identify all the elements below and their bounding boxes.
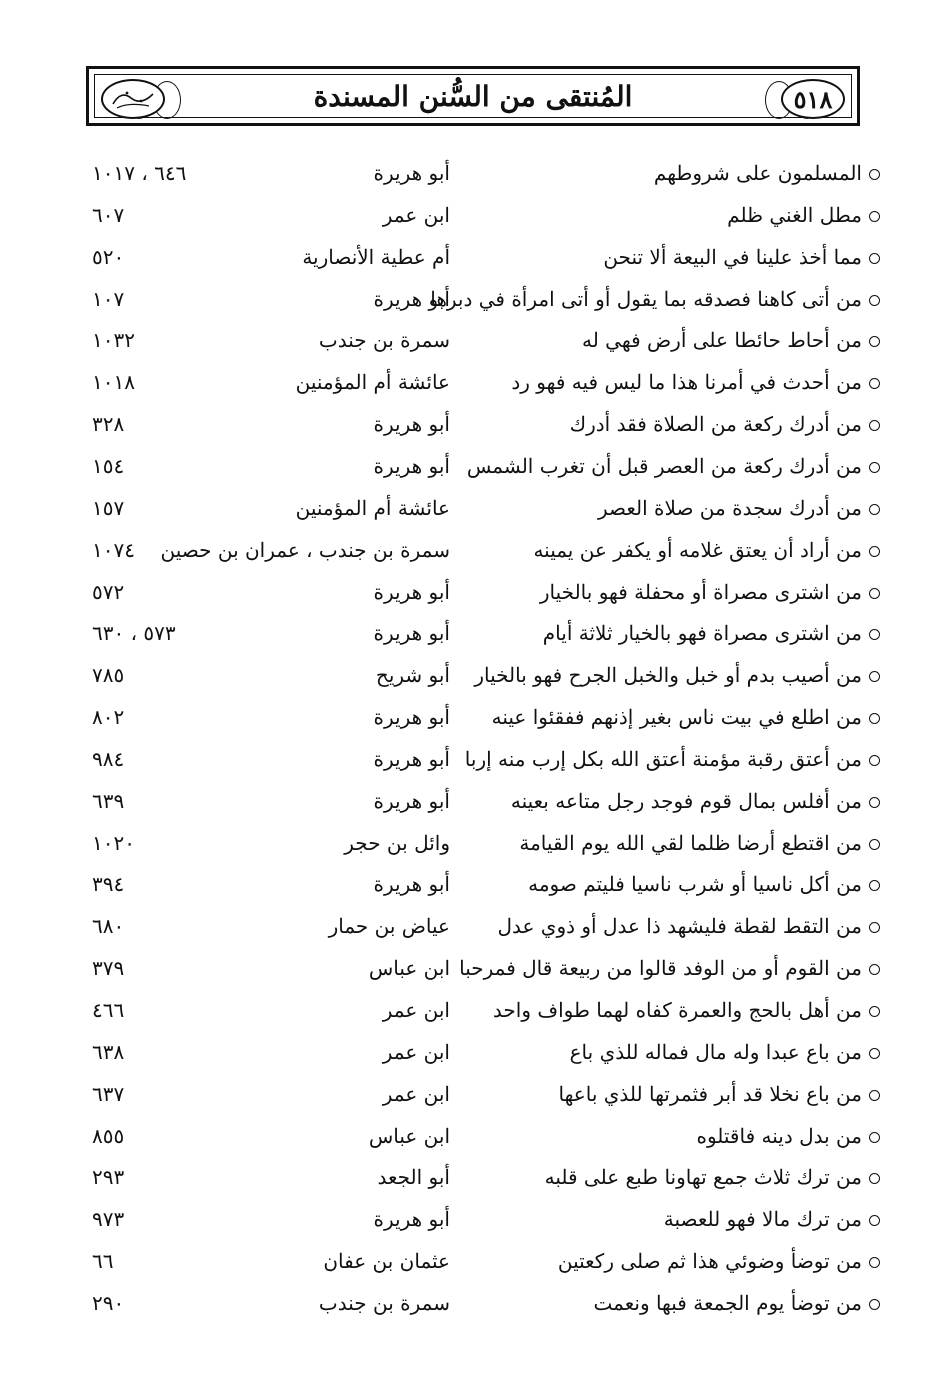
hadith-phrase: من اطلع في بيت ناس بغير إذنهم ففقئوا عينه bbox=[491, 705, 862, 730]
index-entry bbox=[0, 738, 948, 780]
hadith-phrase: من اشترى مصراة أو محفلة فهو بالخيار bbox=[539, 579, 862, 604]
hadith-text bbox=[598, 487, 880, 529]
hadith-text bbox=[545, 1156, 880, 1198]
page-references: ١٥٤ bbox=[92, 453, 125, 478]
narrator-name: عائشة أم المؤمنين bbox=[295, 370, 450, 395]
index-entry bbox=[0, 654, 948, 696]
hadith-phrase: من القوم أو من الوفد قالوا من ربيعة قال فمرحبا bbox=[459, 956, 862, 981]
bullet-icon bbox=[869, 295, 880, 306]
hadith-phrase: المسلمون على شروطهم bbox=[653, 161, 862, 185]
hadith-text bbox=[558, 1240, 880, 1282]
index-entry bbox=[0, 1156, 948, 1198]
narrator-name: أبو الجعد bbox=[377, 1165, 450, 1190]
bullet-icon bbox=[869, 253, 880, 264]
bullet-icon bbox=[869, 880, 880, 891]
page-references: ٣٩٤ bbox=[92, 872, 125, 897]
bullet-icon bbox=[869, 922, 880, 933]
narrator-name: ابن عمر bbox=[382, 1039, 450, 1064]
page-references: ٦٣٩ bbox=[92, 788, 125, 813]
hadith-text bbox=[540, 571, 880, 613]
narrator-name: ابن عباس bbox=[368, 1123, 450, 1148]
narrator-name: أبو هريرة bbox=[373, 453, 450, 478]
narrator-name: سمرة بن جندب ، عمران بن حصين bbox=[160, 537, 450, 562]
hadith-phrase: من أحدث في أمرنا هذا ما ليس فيه فهو رد bbox=[511, 370, 862, 395]
index-entry bbox=[0, 236, 948, 278]
page-references: ٦٨٠ bbox=[92, 914, 125, 939]
narrator-name: ابن عمر bbox=[382, 998, 450, 1022]
hadith-text bbox=[465, 738, 880, 780]
hadith-text bbox=[511, 780, 880, 822]
bullet-icon bbox=[869, 755, 880, 766]
index-entry bbox=[0, 319, 948, 361]
index-entry bbox=[0, 612, 948, 654]
index-entry bbox=[0, 863, 948, 905]
hadith-phrase: من أتى كاهنا فصدقه بما يقول أو أتى امرأة في دبرها bbox=[430, 286, 862, 311]
hadith-phrase: من أكل ناسيا أو شرب ناسيا فليتم صومه bbox=[528, 872, 862, 897]
hadith-phrase: من أعتق رقبة مؤمنة أعتق الله بكل إرب منه إربا bbox=[464, 746, 862, 771]
index-entry bbox=[0, 445, 948, 487]
hadith-text bbox=[570, 403, 880, 445]
index-entry bbox=[0, 1198, 948, 1240]
hadith-phrase: من أفلس بمال قوم فوجد رجل متاعه بعينه bbox=[510, 788, 862, 813]
hadith-phrase: من التقط لقطة فليشهد ذا عدل أو ذوي عدل bbox=[497, 914, 862, 939]
page-references: ١٥٧ bbox=[92, 495, 125, 520]
bullet-icon bbox=[869, 797, 880, 808]
narrator-name: ابن عباس bbox=[368, 956, 450, 981]
page-references: ٦٠٧ bbox=[92, 202, 125, 227]
bullet-icon bbox=[869, 420, 880, 431]
hadith-text bbox=[727, 194, 880, 236]
bullet-icon bbox=[869, 1257, 880, 1268]
index-entry bbox=[0, 152, 948, 194]
narrator-name: أم عطية الأنصارية bbox=[302, 244, 450, 269]
hadith-text bbox=[528, 863, 880, 905]
index-entry bbox=[0, 571, 948, 613]
hadith-text bbox=[519, 822, 880, 864]
index-entry bbox=[0, 278, 948, 320]
bullet-icon bbox=[869, 211, 880, 222]
page-references: ٦٦ bbox=[92, 1249, 114, 1274]
narrator-name: أبو هريرة bbox=[373, 788, 450, 813]
hadith-text bbox=[570, 1031, 880, 1073]
hadith-phrase: من ترك مالا فهو للعصبة bbox=[663, 1207, 862, 1232]
index-entry bbox=[0, 529, 948, 571]
index-entry bbox=[0, 1115, 948, 1157]
bullet-icon bbox=[869, 336, 880, 347]
hadith-phrase: من أراد أن يعتق غلامه أو يكفر عن يمينه bbox=[533, 537, 862, 562]
narrator-name: أبو هريرة bbox=[373, 412, 450, 437]
hadith-phrase: من اقتطع أرضا ظلما لقي الله يوم القيامة bbox=[519, 830, 862, 855]
hadith-phrase: من بدل دينه فاقتلوه bbox=[696, 1123, 862, 1148]
page-references: ٦٣٧ bbox=[92, 1081, 125, 1106]
page-number: ٥١٨ bbox=[793, 84, 833, 114]
page-references: ٤٦٦ bbox=[92, 998, 125, 1022]
page-references: ٨٥٥ bbox=[92, 1123, 125, 1148]
hadith-phrase: من أهل بالحج والعمرة كفاه لهما طواف واحد bbox=[492, 998, 862, 1022]
page-number-medallion bbox=[781, 79, 845, 119]
hadith-text bbox=[594, 1282, 880, 1324]
bullet-icon bbox=[869, 1299, 880, 1310]
narrator-name: سمرة بن جندب bbox=[318, 328, 450, 353]
bullet-icon bbox=[869, 629, 880, 640]
index-entry bbox=[0, 1073, 948, 1115]
hadith-text bbox=[430, 278, 880, 320]
narrator-name: وائل بن حجر bbox=[344, 830, 450, 855]
page-references: ١٠٣٢ bbox=[92, 328, 135, 353]
page-references: ١٠٧٤ bbox=[92, 537, 135, 562]
hadith-text bbox=[511, 361, 880, 403]
index-entry bbox=[0, 361, 948, 403]
hadith-phrase: من ترك ثلاث جمع تهاونا طبع على قلبه bbox=[544, 1165, 862, 1190]
page-references: ٨٠٢ bbox=[92, 705, 125, 730]
narrator-name: أبو هريرة bbox=[373, 705, 450, 730]
narrator-name: سمرة بن جندب bbox=[318, 1290, 450, 1315]
narrator-name: أبو هريرة bbox=[373, 621, 450, 646]
page-references: ٦٤٦ ، ١٠١٧ bbox=[92, 161, 187, 185]
hadith-text bbox=[582, 319, 880, 361]
index-entry bbox=[0, 696, 948, 738]
hadith-phrase: من أدرك ركعة من الصلاة فقد أدرك bbox=[569, 412, 862, 437]
index-entry bbox=[0, 194, 948, 236]
index-entry bbox=[0, 403, 948, 445]
hadith-text bbox=[543, 612, 880, 654]
hadith-text bbox=[696, 1115, 880, 1157]
hadith-phrase: من توضأ يوم الجمعة فبها ونعمت bbox=[593, 1290, 862, 1315]
bullet-icon bbox=[869, 671, 880, 682]
bullet-icon bbox=[869, 378, 880, 389]
bullet-icon bbox=[869, 1090, 880, 1101]
page-references: ١٠١٨ bbox=[92, 370, 135, 395]
bullet-icon bbox=[869, 1132, 880, 1143]
hadith-text bbox=[459, 947, 880, 989]
page-references: ٦٣٨ bbox=[92, 1039, 125, 1064]
hadith-phrase: من اشترى مصراة فهو بالخيار ثلاثة أيام bbox=[542, 621, 862, 646]
bullet-icon bbox=[869, 839, 880, 850]
page-references: ٩٨٤ bbox=[92, 746, 125, 771]
bullet-icon bbox=[869, 462, 880, 473]
index-entry bbox=[0, 1240, 948, 1282]
narrator-name: عياض بن حمار bbox=[328, 914, 450, 939]
page-references: ٥٢٠ bbox=[92, 244, 125, 269]
page-references: ١٠٢٠ bbox=[92, 830, 135, 855]
hadith-phrase: من باع عبدا وله مال فماله للذي باع bbox=[569, 1039, 862, 1064]
narrator-name: أبو هريرة bbox=[373, 872, 450, 897]
running-title: المُنتقى من السُّنن المسندة bbox=[313, 80, 633, 113]
narrator-name: أبو هريرة bbox=[373, 286, 450, 311]
index-entry bbox=[0, 1031, 948, 1073]
narrator-name: عثمان بن عفان bbox=[323, 1249, 450, 1274]
index-entry bbox=[0, 989, 948, 1031]
hadith-text bbox=[558, 1073, 880, 1115]
page-header bbox=[86, 66, 860, 126]
hadith-phrase: من أدرك سجدة من صلاة العصر bbox=[598, 495, 862, 520]
index-entry bbox=[0, 905, 948, 947]
page-references: ٩٧٣ bbox=[92, 1207, 125, 1232]
hadith-text bbox=[493, 989, 880, 1031]
hadith-text bbox=[533, 529, 880, 571]
page-references: ٧٨٥ bbox=[92, 663, 125, 688]
header-frame bbox=[94, 74, 852, 118]
hadith-text bbox=[492, 696, 880, 738]
index-entry bbox=[0, 780, 948, 822]
index-entry bbox=[0, 947, 948, 989]
bullet-icon bbox=[869, 1173, 880, 1184]
page-references: ٣٧٩ bbox=[92, 956, 125, 981]
hadith-phrase: من توضأ وضوئي هذا ثم صلى ركعتين bbox=[557, 1249, 862, 1274]
hadith-text bbox=[467, 445, 880, 487]
bullet-icon bbox=[869, 546, 880, 557]
bullet-icon bbox=[869, 169, 880, 180]
narrator-name: أبو شريح bbox=[375, 663, 450, 688]
index-entry bbox=[0, 487, 948, 529]
page-references: ٥٧٣ ، ٦٣٠ bbox=[92, 621, 176, 646]
page-references: ٢٩٠ bbox=[92, 1290, 125, 1315]
narrator-name: أبو هريرة bbox=[373, 746, 450, 771]
hadith-phrase: من باع نخلا قد أبر فثمرتها للذي باعها bbox=[558, 1081, 862, 1106]
hadith-text bbox=[474, 654, 880, 696]
narrator-name: ابن عمر bbox=[382, 1081, 450, 1106]
hadith-text bbox=[603, 236, 880, 278]
page-references: ١٠٧ bbox=[92, 286, 125, 311]
page-references: ٥٧٢ bbox=[92, 579, 125, 604]
hadith-phrase: من أصيب بدم أو خبل والخبل الجرح فهو بالخيار bbox=[474, 663, 862, 688]
bullet-icon bbox=[869, 1048, 880, 1059]
index-entry bbox=[0, 1282, 948, 1324]
page-references: ٢٩٣ bbox=[92, 1165, 125, 1190]
hadith-text bbox=[664, 1198, 880, 1240]
bullet-icon bbox=[869, 964, 880, 975]
hadith-text bbox=[654, 152, 880, 194]
narrator-name: أبو هريرة bbox=[373, 161, 450, 185]
hadith-phrase: مما أخذ علينا في البيعة ألا تنحن bbox=[603, 244, 862, 269]
hadith-phrase: مطل الغني ظلم bbox=[727, 202, 862, 227]
bullet-icon bbox=[869, 1215, 880, 1226]
bullet-icon bbox=[869, 713, 880, 724]
hadith-phrase: من أدرك ركعة من العصر قبل أن تغرب الشمس bbox=[466, 453, 862, 478]
index-entry bbox=[0, 822, 948, 864]
bullet-icon bbox=[869, 1006, 880, 1017]
page-references: ٣٢٨ bbox=[92, 412, 125, 437]
narrator-name: عائشة أم المؤمنين bbox=[295, 495, 450, 520]
bullet-icon bbox=[869, 588, 880, 599]
hadith-phrase: من أحاط حائطا على أرض فهي له bbox=[582, 328, 862, 353]
hadith-text bbox=[497, 905, 880, 947]
narrator-name: أبو هريرة bbox=[373, 579, 450, 604]
narrator-name: ابن عمر bbox=[382, 202, 450, 227]
narrator-name: أبو هريرة bbox=[373, 1207, 450, 1232]
bullet-icon bbox=[869, 504, 880, 515]
